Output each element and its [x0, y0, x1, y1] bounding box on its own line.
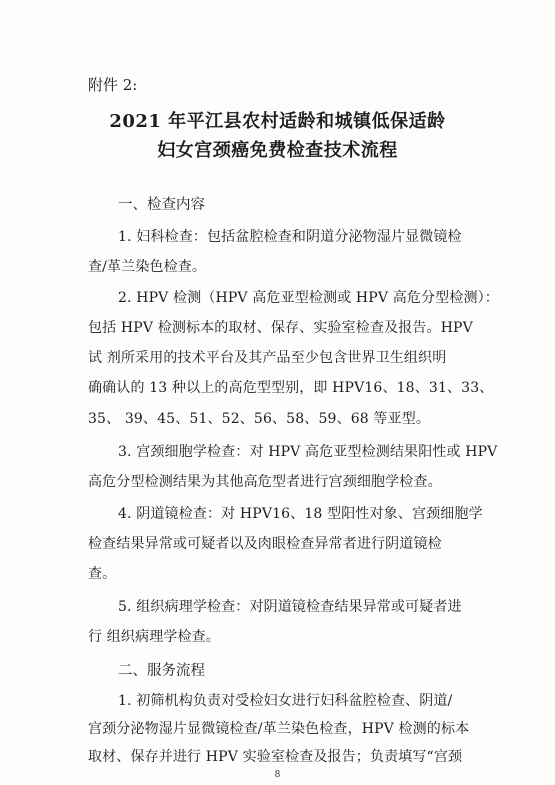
paragraph-line: 确确认的 13 种以上的高危型型别，即 HPV16、18、31、33、 — [88, 380, 494, 396]
section-heading-inspection-content: 一、检查内容 — [118, 197, 205, 213]
paragraph-line: 取材、保存并进行 HPV 实验室检查及报告；负责填写“宫颈 — [88, 749, 463, 765]
paragraph-line: 2. HPV 检测（HPV 高危亚型检测或 HPV 高危分型检测）： — [118, 290, 499, 306]
paragraph-line: 高危分型检测结果为其他高危型者进行宫颈细胞学检查。 — [88, 474, 442, 490]
paragraph-line: 1. 妇科检查：包括盆腔检查和阴道分泌物湿片显微镜检 — [118, 229, 462, 245]
paragraph-line: 1. 初筛机构负责对受检妇女进行妇科盆腔检查、阴道/ — [118, 693, 453, 709]
paragraph-line: 查/革兰染色检查。 — [88, 259, 207, 275]
paragraph-line: 包括 HPV 检测标本的取材、保存、实验室检查及报告。HPV — [88, 320, 473, 336]
document-title-line-1: 2021 年平江县农村适龄和城镇低保适龄 — [109, 111, 446, 132]
paragraph-line: 4. 阴道镜检查：对 HPV16、18 型阳性对象、宫颈细胞学 — [118, 506, 483, 522]
attachment-label: 附件 2: — [88, 76, 138, 94]
paragraph-line: 宫颈分泌物湿片显微镜检查/革兰染色检查，HPV 检测的标本 — [88, 721, 470, 737]
paragraph-line: 检查结果异常或可疑者以及肉眼检查异常者进行阴道镜检 — [88, 536, 442, 552]
paragraph-line: 行 组织病理学检查。 — [88, 629, 220, 645]
page-number: 8 — [274, 770, 281, 780]
document-title-line-2: 妇女宫颈癌免费检查技术流程 — [157, 140, 398, 161]
paragraph-line: 试 剂所采用的技术平台及其产品至少包含世界卫生组织明 — [88, 350, 447, 366]
section-heading-service-process: 二、服务流程 — [118, 663, 205, 679]
paragraph-line: 3. 宫颈细胞学检查：对 HPV 高危亚型检测结果阳性或 HPV — [118, 444, 498, 460]
paragraph-line: 35、 39、45、51、52、56、58、59、68 等亚型。 — [88, 411, 431, 427]
paragraph-line: 5. 组织病理学检查：对阴道镜检查结果异常或可疑者进 — [118, 599, 462, 615]
paragraph-line: 查。 — [88, 566, 117, 582]
